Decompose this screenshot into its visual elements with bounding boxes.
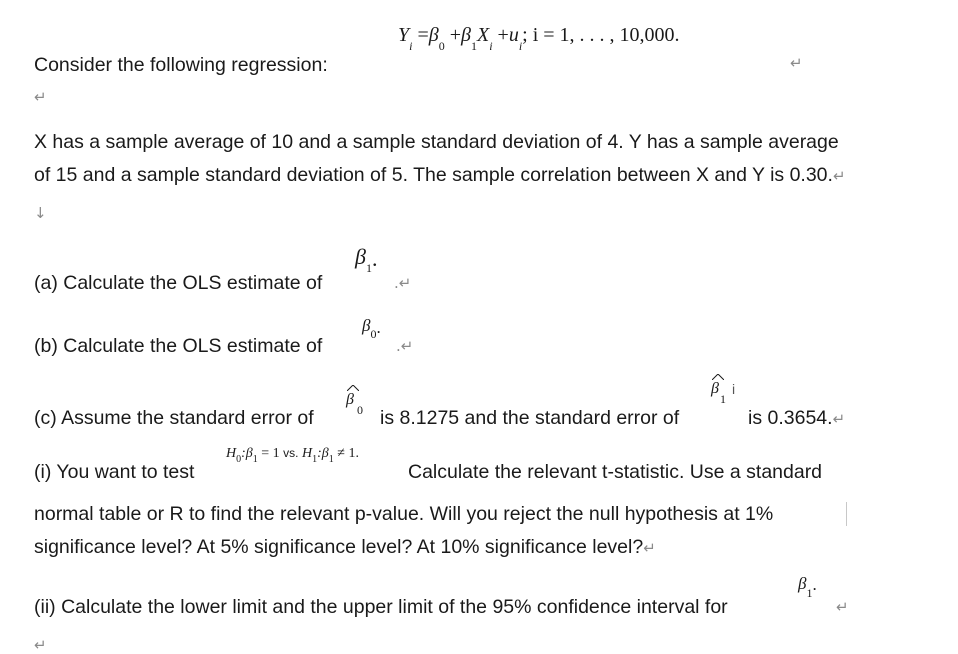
part-c-text-3 [748, 407, 845, 430]
dot: . [812, 575, 817, 594]
eq-sub-0: 0 [438, 39, 445, 53]
dot: . [396, 337, 401, 355]
hypothesis-formula [226, 446, 359, 465]
beta-symbol: β [711, 380, 719, 397]
eq-sub-i: i [409, 39, 413, 53]
part-a-beta1-symbol [355, 244, 378, 275]
part-i-line-2: normal table or R to find the relevant p-value. Will you reject the null hypothesis at 1% [34, 503, 774, 525]
paragraph-line-2 [34, 164, 846, 187]
beta-symbol: β [362, 316, 371, 335]
eq-beta0: β [428, 24, 439, 46]
dot: . [371, 246, 378, 271]
return-mark [396, 337, 413, 355]
dot: . [394, 274, 399, 292]
eq-sub-i: i [489, 39, 493, 53]
return-glyph: ↵ [398, 274, 412, 292]
eq-sub-1: 1 [470, 39, 477, 53]
eq-equals: = [417, 24, 429, 46]
h0-body: :β [241, 446, 253, 461]
beta-symbol: β [798, 574, 807, 593]
return-mark: ↵ [832, 410, 846, 428]
eq-beta1: β [461, 24, 471, 46]
partial-return-mark: ↵ [34, 636, 47, 654]
return-mark: ↵ [643, 539, 656, 557]
hat-icon [712, 374, 724, 380]
beta-sub: 1 [806, 586, 813, 600]
h1-beta-sub: 1 [328, 454, 334, 465]
h0-sub: 0 [236, 454, 242, 465]
beta-symbol: β [346, 391, 354, 408]
vs-text: vs. [283, 446, 299, 460]
paragraph-line-2-text: of 15 and a sample standard deviation of 5. The sample correlation between X and Y is 0.30. [34, 164, 833, 186]
paragraph-line-1: X has a sample average of 10 and a sample standard deviation of 4. Y has a sample average [34, 131, 839, 153]
beta-sub: 1 [719, 392, 726, 406]
return-mark: ↵ [790, 54, 803, 72]
hat-icon [347, 385, 359, 391]
return-mark [394, 274, 411, 292]
beta-sub: 0 [356, 403, 363, 417]
h0-symbol: H [226, 446, 237, 461]
h1-symbol: H [302, 446, 313, 461]
part-c-text-3-text: is 0.3654. [748, 407, 833, 429]
part-c-text-2: is 8.1275 and the standard error of [380, 407, 680, 429]
return-glyph: ↵ [400, 337, 414, 355]
return-mark: ↵ [34, 88, 47, 106]
text-cursor [846, 502, 847, 526]
eq-sub-i: i [518, 39, 523, 53]
beta-symbol: β [355, 244, 366, 269]
part-a-text: (a) Calculate the OLS estimate of [34, 272, 323, 294]
part-i-line-3 [34, 536, 656, 559]
part-c-beta0-hat [346, 391, 363, 417]
eq-u: u [508, 24, 519, 46]
part-ii-beta1-symbol [798, 574, 817, 600]
down-arrow-mark: ↓ [34, 204, 47, 222]
part-i-text-1: (i) You want to test [34, 461, 195, 483]
beta-sub: 0 [370, 327, 377, 341]
eq-range: ; i = 1, . . . , 10,000. [522, 24, 680, 46]
part-i-line-3-text: significance level? At 5% significance level? At 10% significance level? [34, 536, 644, 558]
part-c-beta1-hat [711, 380, 726, 406]
part-i-text-2: Calculate the relevant t-statistic. Use a standard [408, 461, 823, 483]
h1-body: :β [317, 446, 329, 461]
eq-plus: + [449, 24, 461, 46]
h0-value: = 1 [261, 446, 280, 461]
h1-value: ≠ 1 [337, 446, 356, 461]
eq-Y: Y [398, 24, 410, 46]
dot: . [376, 318, 381, 337]
part-ii-text: (ii) Calculate the lower limit and the upper limit of the 95% confidence interval for [34, 596, 728, 618]
part-b-beta0-symbol [362, 316, 381, 341]
part-c-text-1: (c) Assume the standard error of [34, 407, 314, 429]
regression-equation [398, 24, 680, 53]
eq-plus: + [497, 24, 509, 46]
stray-char: i [732, 381, 736, 397]
part-b-text: (b) Calculate the OLS estimate of [34, 335, 323, 357]
return-mark: ↵ [832, 167, 846, 185]
h1-dot: . [355, 446, 359, 461]
h1-sub: 1 [312, 454, 318, 465]
beta-sub: 1 [365, 261, 372, 275]
h0-beta-sub: 1 [252, 454, 258, 465]
return-mark: ↵ [836, 598, 849, 616]
intro-text: Consider the following regression: [34, 54, 328, 76]
eq-X: X [476, 24, 490, 46]
